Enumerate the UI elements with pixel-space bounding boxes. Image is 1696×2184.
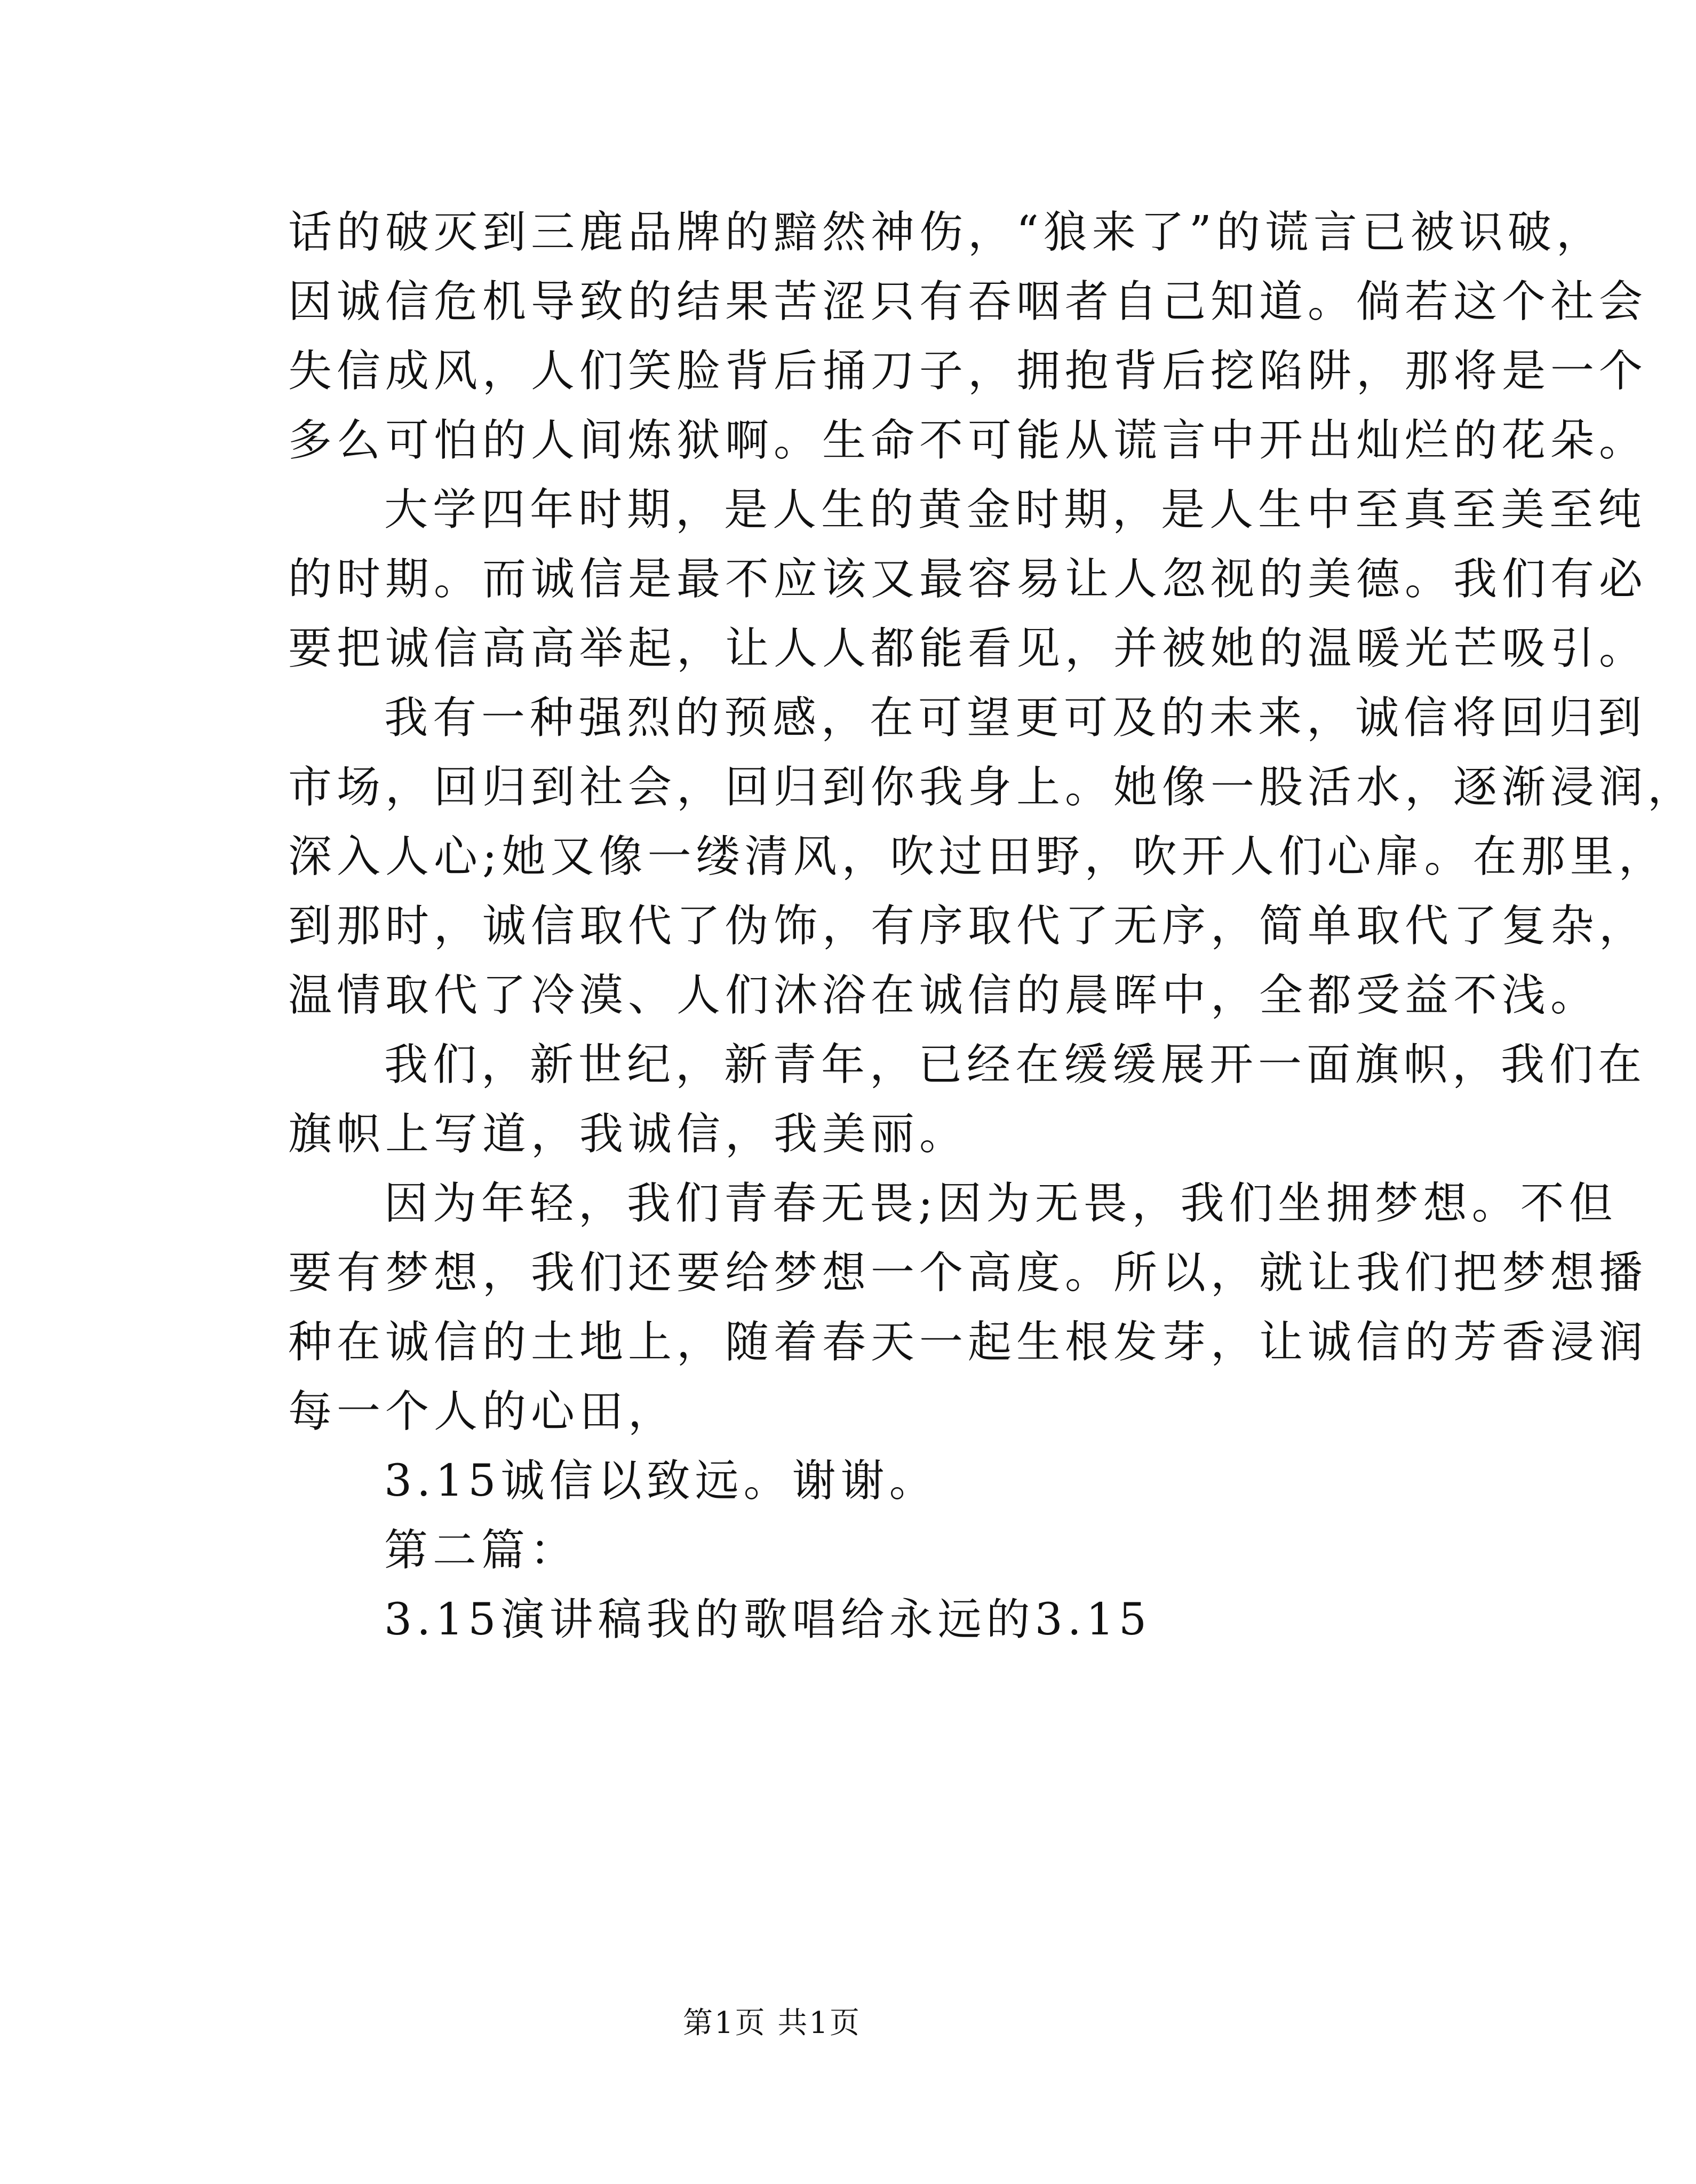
section-title: 3.15演讲稿我的歌唱给永远的3.15	[384, 1594, 1152, 1645]
text-line: 旗帜上写道，我诚信，我美丽。	[288, 1109, 968, 1159]
text-line: 到那时，诚信取代了伪饰，有序取代了无序，简单取代了复杂，	[288, 901, 1648, 951]
text-line: 每一个人的心田，	[288, 1386, 677, 1437]
text-line: 失信成风，人们笑脸背后捅刀子，拥抱背后挖陷阱，那将是一个	[288, 346, 1648, 396]
paragraph-first-line: 我有一种强烈的预感，在可望更可及的未来，诚信将回归到	[384, 693, 1647, 743]
text-line: 多么可怕的人间炼狱啊。生命不可能从谎言中开出灿烂的花朵。	[288, 415, 1648, 466]
text-line: 话的破灭到三鹿品牌的黯然神伤，“狼来了”的谎言已被识破，	[288, 207, 1605, 258]
text-line: 种在诚信的土地上，随着春天一起生根发芽，让诚信的芳香浸润	[288, 1317, 1648, 1368]
paragraph-first-line: 大学四年时期，是人生的黄金时期，是人生中至真至美至纯	[384, 485, 1647, 535]
text-line: 要把诚信高高举起，让人人都能看见，并被她的温暖光芒吸引。	[288, 623, 1648, 674]
text-line: 市场，回归到社会，回归到你我身上。她像一股活水，逐渐浸润，	[288, 762, 1696, 813]
paragraph-first-line: 我们，新世纪，新青年，已经在缓缓展开一面旗帜，我们在	[384, 1039, 1647, 1090]
text-line: 的时期。而诚信是最不应该又最容易让人忽视的美德。我们有必	[288, 554, 1648, 605]
text-line: 要有梦想，我们还要给梦想一个高度。所以，就让我们把梦想播	[288, 1248, 1648, 1298]
text-line: 深入人心;她又像一缕清风，吹过田野，吹开人们心扉。在那里，	[288, 831, 1667, 882]
section-heading: 第二篇：	[384, 1525, 579, 1576]
paragraph-first-line: 因为年轻，我们青春无畏;因为无畏，我们坐拥梦想。不但	[384, 1178, 1618, 1229]
text-line: 温情取代了冷漠、人们沐浴在诚信的晨晖中，全都受益不浅。	[288, 970, 1599, 1021]
page-footer: 第1页 共1页	[682, 2006, 862, 2040]
closing-line: 3.15诚信以致远。谢谢。	[384, 1456, 938, 1506]
text-line: 因诚信危机导致的结果苦涩只有吞咽者自己知道。倘若这个社会	[288, 276, 1648, 327]
